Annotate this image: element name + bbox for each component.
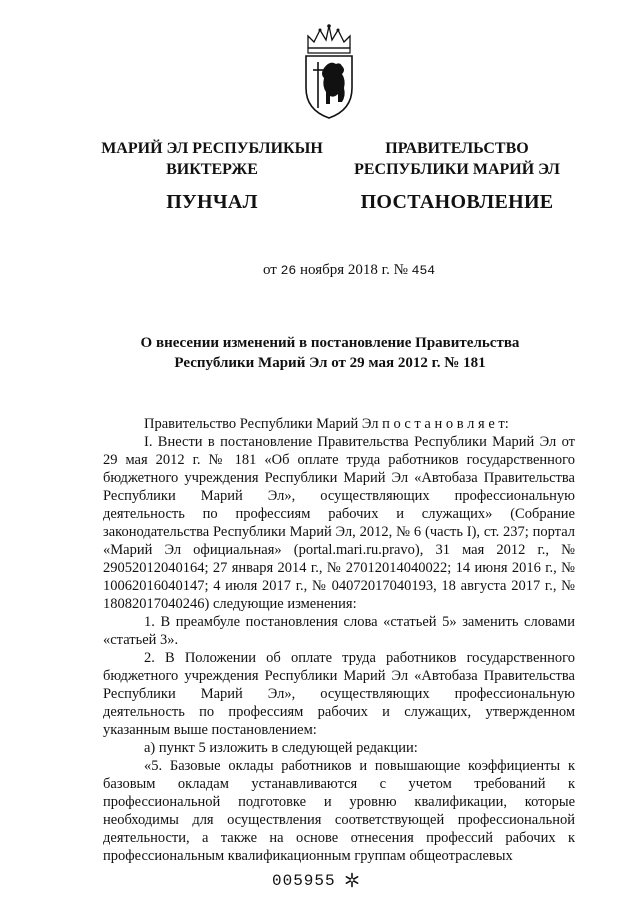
- header-left-line2: ВИКТЕРЖЕ: [166, 161, 258, 178]
- header-right-block: [352, 138, 562, 213]
- header-right-line1: ПРАВИТЕЛЬСТВО: [385, 140, 529, 157]
- body-paragraph: 2. В Положении об оплате труда работников государственного бюджетного учреждения Республики Марий Эл «Автобаза Правительства Республики Марий Эл», осуществляющих профессиональную деятельность по профессиям рабочих и служащих, утвержденном указанным выше постановлением:: [103, 650, 575, 738]
- date-month-year: ноября 2018 г. №: [299, 262, 408, 278]
- body-paragraph: «5. Базовые оклады работников и повышающие коэффициенты к базовым окладам устанавливаются с учетом требований к профессиональной подготовке и уровню квалификации, которые необходимы для осуществления соответствующей профессиональной деятельности, а также на основе отнесения профессий рабочих к профессиональным квалификационным группам общеотраслевых: [103, 758, 575, 864]
- header-left-block: [92, 138, 332, 213]
- header-right-line2: РЕСПУБЛИКИ МАРИЙ ЭЛ: [354, 161, 560, 178]
- date-prefix: от: [263, 262, 277, 278]
- form-serial-number: 005955: [272, 872, 336, 890]
- body-paragraph: 1. В преамбуле постановления слова «статьей 5» заменить словами «статьей 3».: [103, 614, 575, 648]
- title-line1: О внесении изменений в постановление Правительства: [140, 335, 520, 351]
- header-left-doc-type: ПУНЧАЛ: [166, 191, 258, 213]
- document-body: [103, 415, 575, 865]
- date-day: 26: [280, 263, 297, 278]
- document-number: 454: [411, 263, 436, 278]
- body-paragraph: Правительство Республики Марий Эл п о с т а н о в л я е т:: [144, 416, 509, 432]
- header-right-doc-type: ПОСТАНОВЛЕНИЕ: [360, 191, 554, 213]
- date-line: [263, 262, 435, 279]
- header-left-line1: МАРИЙ ЭЛ РЕСПУБЛИКЫН: [101, 140, 323, 157]
- body-paragraph: а) пункт 5 изложить в следующей редакции:: [144, 740, 418, 756]
- coat-of-arms-icon: [300, 22, 358, 120]
- coat-of-arms-emblem: [300, 22, 358, 120]
- document-title: [110, 333, 550, 373]
- asterisk-ornament-icon: [344, 872, 360, 893]
- title-line2: Республики Марий Эл от 29 мая 2012 г. № 181: [174, 355, 486, 371]
- body-paragraph: I. Внести в постановление Правительства Республики Марий Эл от 29 мая 2012 г. № 181 «Об оплате труда работников государственного бюджетного учреждения Республики Марий Эл «Автобаза Правительства Республики Марий Эл», осуществляющих профессиональную деятельность по профессиям рабочих и служащих» (Собрание законодательства Республики Марий Эл, 2012, № 6 (часть I), ст. 237; портал «Марий Эл официальная» (portal.mari.ru.pravo), 31 мая 2012 г., № 29052012040164; 27 января 2014 г., № 27012014040022; 14 июня 2016 г., № 10062016040147; 4 июля 2017 г., № 04072017040193, 18 августа 2017 г., № 18082017040246) следующие изменения:: [103, 434, 575, 612]
